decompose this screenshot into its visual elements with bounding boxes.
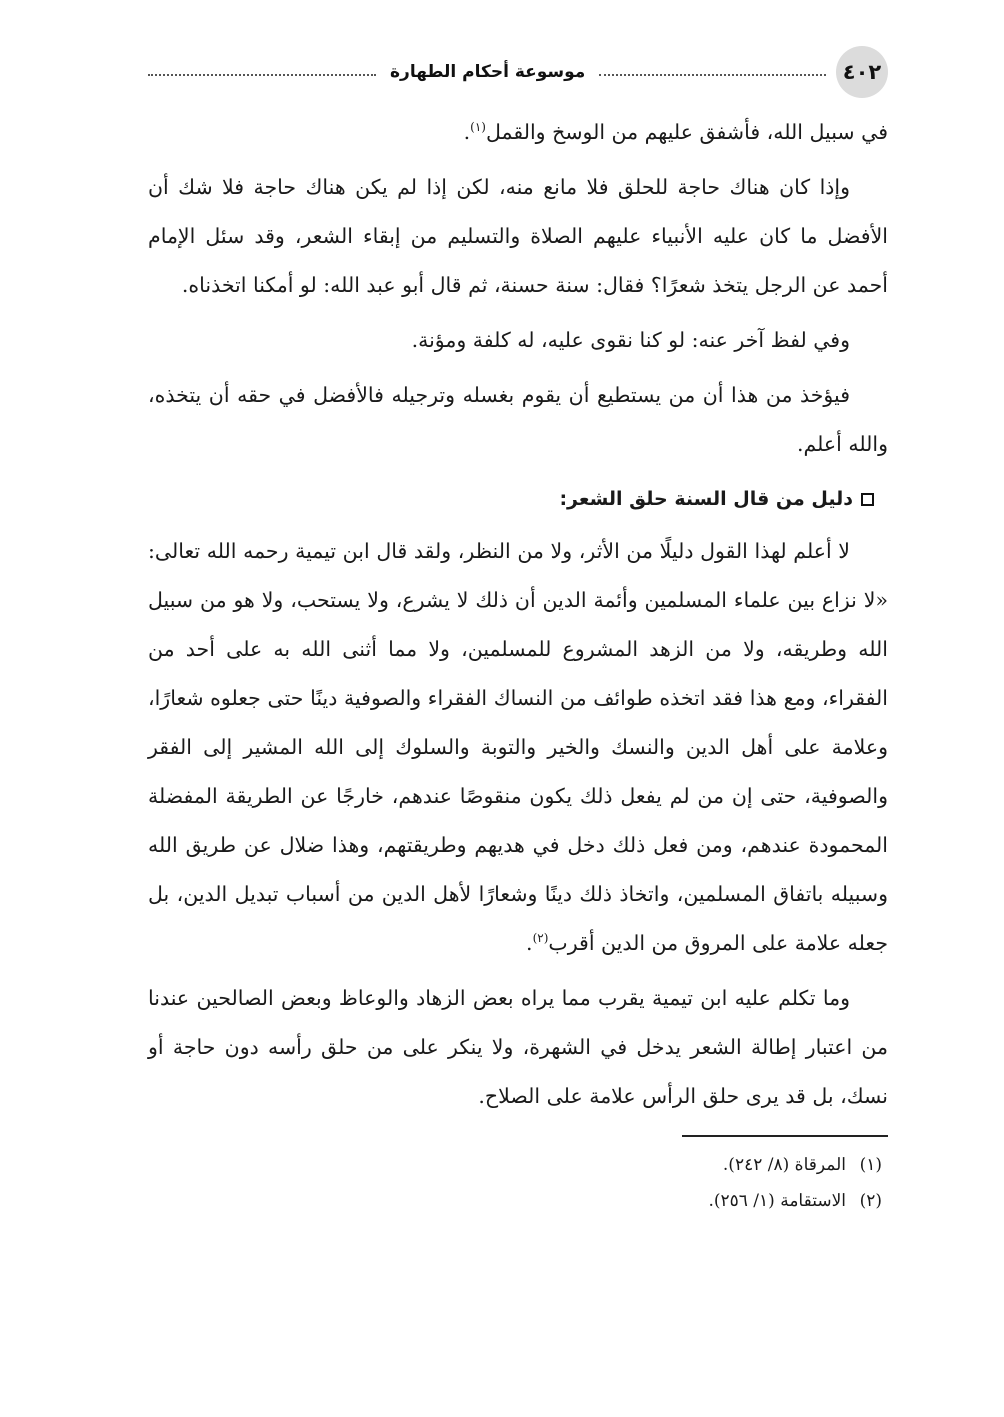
paragraph-6: وما تكلم عليه ابن تيمية يقرب مما يراه بعض الزهاد والوعاظ وبعض الصالحين عندنا من اعتبار إطالة الشعر يدخل في الشهرة، ولا ينكر على من حلق رأسه دون حاجة أو نسك، بل قد يرى حلق الرأس علامة على الصلاح. (148, 986, 888, 1108)
page-header (148, 44, 888, 100)
paragraph-1 (148, 108, 888, 157)
footnote-ref-2[interactable]: (٢) (532, 931, 549, 946)
paragraph-2: وإذا كان هناك حاجة للحلق فلا مانع منه، لكن إذا لم يكن هناك حاجة فلا شك أن الأفضل ما كان عليه الأنبياء عليهم الصلاة والتسليم من إبقاء الشعر، وقد سئل الإمام أحمد عن الرجل يتخذ شعرًا؟ فقال: سنة حسنة، ثم قال أبو عبد الله: لو أمكنا اتخذناه. (148, 175, 888, 297)
page-number-badge: ٤٠٢ (836, 46, 888, 98)
square-bullet-icon (861, 493, 874, 506)
paragraph-4: فيؤخذ من هذا أن من يستطيع أن يقوم بغسله وترجيله فالأفضل في حقه أن يتخذه، والله أعلم. (148, 383, 888, 456)
section-heading-text: دليل من قال السنة حلق الشعر: (559, 488, 853, 510)
footnote-2 (148, 1183, 888, 1219)
footnote-separator (682, 1135, 888, 1137)
header-dotted-rule-right (599, 74, 826, 76)
header-dotted-rule-left (148, 74, 376, 76)
paragraph-5-text: لا أعلم لهذا القول دليلًا من الأثر، ولا من النظر، ولقد قال ابن تيمية رحمه الله تعالى: «لا نزاع بين علماء المسلمين وأئمة الدين أن ذلك لا يشرع، ولا يستحب، ولا هو من سبيل الله وطريقه، ولا من الزهد المشروع للمسلمين، ولا مما أثنى الله به على أحد من الفقراء، ومع هذا فقد اتخذه طوائف من النساك الفقراء والصوفية دينًا حتى جعلوه شعارًا، وعلامة على أهل الدين والنسك والخير والتوبة والسلوك إلى الله المشير إلى الفقر والصوفية، حتى إن من لم يفعل ذلك يكون منقوصًا عندهم، خارجًا عن الطريقة المفضلة المحمودة عندهم، ومن فعل ذلك دخل في هديهم وطريقتهم، وهذا ضلال عن طريق الله وسبيله باتفاق المسلمين، واتخاذ ذلك دينًا وشعارًا لأهل الدين من أسباب تبديل الدين، بل جعله علامة على المروق من الدين أقرب (148, 539, 888, 955)
footnote-1 (148, 1147, 888, 1183)
paragraph-5-end: . (526, 931, 533, 955)
footnote-ref-1[interactable]: (١) (470, 120, 486, 135)
running-title: موسوعة أحكام الطهارة (390, 62, 586, 82)
section-heading (148, 475, 888, 523)
footnote-2-text: الاستقامة (١/ ٢٥٦). (708, 1191, 846, 1211)
footnote-1-text: المرقاة (٨/ ٢٤٢). (722, 1155, 846, 1175)
footnote-2-number: (٢) (859, 1191, 882, 1211)
book-page (148, 44, 888, 1219)
paragraph-1-end: . (463, 120, 471, 144)
paragraph-5 (148, 527, 888, 968)
footnote-1-number: (١) (859, 1155, 882, 1175)
paragraph-1-text: في سبيل الله، فأشفق عليهم من الوسخ والقمل (485, 120, 888, 144)
page-body (148, 108, 888, 1219)
paragraph-3: وفي لفظ آخر عنه: لو كنا نقوى عليه، له كلفة ومؤنة. (411, 328, 850, 352)
